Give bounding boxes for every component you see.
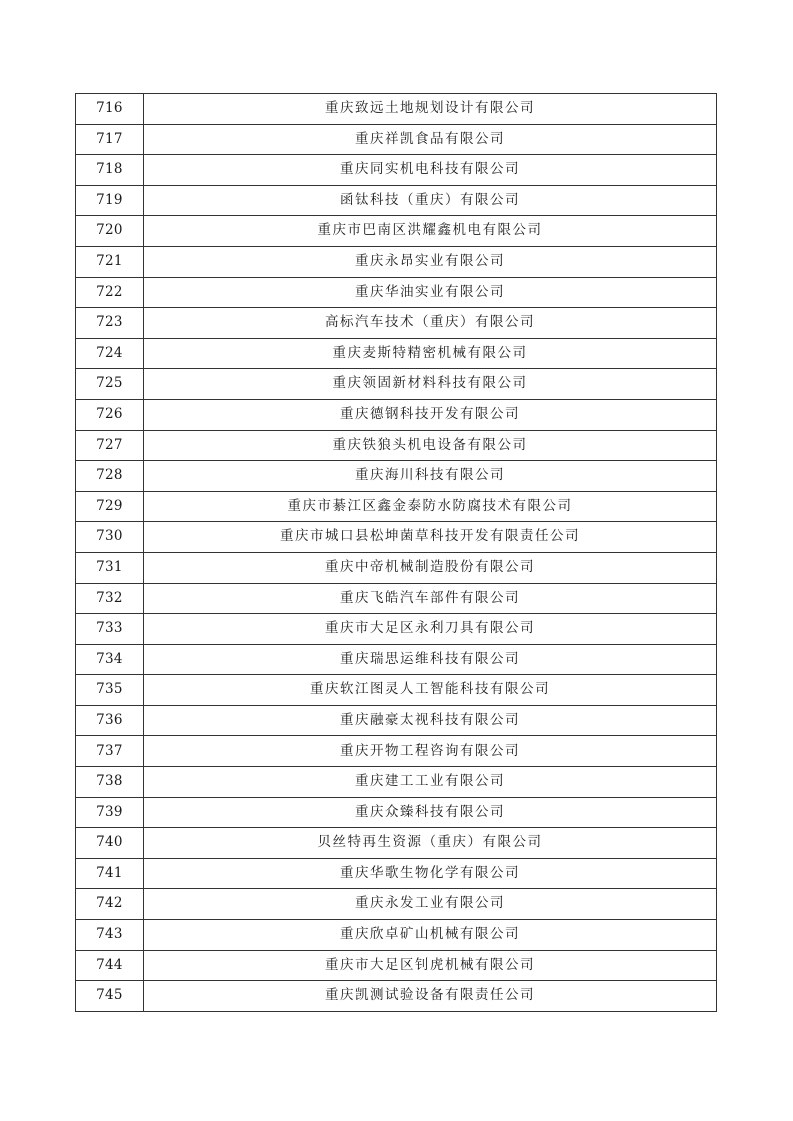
company-name-cell: 重庆开物工程咨询有限公司: [144, 736, 717, 767]
table-row: [76, 552, 717, 583]
table-row: [76, 308, 717, 339]
row-number-cell: 721: [76, 246, 144, 277]
table-row: [76, 675, 717, 706]
table-row: [76, 185, 717, 216]
company-name-cell: 重庆永发工业有限公司: [144, 889, 717, 920]
row-number-cell: 740: [76, 828, 144, 859]
table-row: [76, 828, 717, 859]
row-number-cell: 725: [76, 369, 144, 400]
row-number-cell: 744: [76, 950, 144, 981]
company-name-cell: 重庆众臻科技有限公司: [144, 797, 717, 828]
company-name-cell: 重庆致远土地规划设计有限公司: [144, 94, 717, 125]
table-row: [76, 950, 717, 981]
row-number-cell: 737: [76, 736, 144, 767]
row-number-cell: 724: [76, 338, 144, 369]
row-number-cell: 718: [76, 155, 144, 186]
company-name-cell: 重庆融豪太视科技有限公司: [144, 705, 717, 736]
company-name-cell: 重庆凯测试验设备有限责任公司: [144, 981, 717, 1012]
row-number-cell: 726: [76, 399, 144, 430]
company-name-cell: 重庆市大足区钊虎机械有限公司: [144, 950, 717, 981]
company-name-cell: 重庆麦斯特精密机械有限公司: [144, 338, 717, 369]
row-number-cell: 723: [76, 308, 144, 339]
table-row: [76, 705, 717, 736]
table-row: [76, 491, 717, 522]
row-number-cell: 720: [76, 216, 144, 247]
row-number-cell: 716: [76, 94, 144, 125]
table-row: [76, 797, 717, 828]
table-row: [76, 369, 717, 400]
company-name-cell: 高标汽车技术（重庆）有限公司: [144, 308, 717, 339]
company-name-cell: 函钛科技（重庆）有限公司: [144, 185, 717, 216]
row-number-cell: 727: [76, 430, 144, 461]
table-row: [76, 583, 717, 614]
table-row: [76, 889, 717, 920]
company-name-cell: 重庆同实机电科技有限公司: [144, 155, 717, 186]
table-row: [76, 614, 717, 645]
company-name-cell: 重庆华歌生物化学有限公司: [144, 858, 717, 889]
company-name-cell: 重庆市綦江区鑫金泰防水防腐技术有限公司: [144, 491, 717, 522]
row-number-cell: 743: [76, 920, 144, 951]
company-name-cell: 重庆领固新材料科技有限公司: [144, 369, 717, 400]
company-name-cell: 重庆市大足区永利刀具有限公司: [144, 614, 717, 645]
table-row: [76, 246, 717, 277]
row-number-cell: 719: [76, 185, 144, 216]
row-number-cell: 731: [76, 552, 144, 583]
company-name-cell: 重庆祥凯食品有限公司: [144, 124, 717, 155]
table-row: [76, 430, 717, 461]
company-name-cell: 重庆中帝机械制造股份有限公司: [144, 552, 717, 583]
company-name-cell: 重庆海川科技有限公司: [144, 461, 717, 492]
row-number-cell: 745: [76, 981, 144, 1012]
company-name-cell: 重庆德钢科技开发有限公司: [144, 399, 717, 430]
company-name-cell: 重庆永昂实业有限公司: [144, 246, 717, 277]
table-row: [76, 767, 717, 798]
table-row: [76, 94, 717, 125]
row-number-cell: 735: [76, 675, 144, 706]
row-number-cell: 728: [76, 461, 144, 492]
company-name-cell: 重庆欣卓矿山机械有限公司: [144, 920, 717, 951]
table-body: [76, 94, 717, 1012]
row-number-cell: 738: [76, 767, 144, 798]
table-row: [76, 124, 717, 155]
table-row: [76, 461, 717, 492]
table-row: [76, 155, 717, 186]
row-number-cell: 741: [76, 858, 144, 889]
row-number-cell: 717: [76, 124, 144, 155]
company-name-cell: 重庆市城口县松坤菌草科技开发有限责任公司: [144, 522, 717, 553]
company-list-table: [75, 93, 717, 1012]
row-number-cell: 732: [76, 583, 144, 614]
table-row: [76, 644, 717, 675]
table-row: [76, 920, 717, 951]
table-row: [76, 736, 717, 767]
table-row: [76, 216, 717, 247]
row-number-cell: 730: [76, 522, 144, 553]
row-number-cell: 739: [76, 797, 144, 828]
table-row: [76, 277, 717, 308]
row-number-cell: 733: [76, 614, 144, 645]
company-name-cell: 重庆飞皓汽车部件有限公司: [144, 583, 717, 614]
table-row: [76, 981, 717, 1012]
company-name-cell: 贝丝特再生资源（重庆）有限公司: [144, 828, 717, 859]
company-name-cell: 重庆铁狼头机电设备有限公司: [144, 430, 717, 461]
company-name-cell: 重庆软江图灵人工智能科技有限公司: [144, 675, 717, 706]
row-number-cell: 734: [76, 644, 144, 675]
table-row: [76, 522, 717, 553]
table-row: [76, 338, 717, 369]
row-number-cell: 729: [76, 491, 144, 522]
company-name-cell: 重庆华油实业有限公司: [144, 277, 717, 308]
company-name-cell: 重庆建工工业有限公司: [144, 767, 717, 798]
row-number-cell: 736: [76, 705, 144, 736]
row-number-cell: 742: [76, 889, 144, 920]
table-row: [76, 858, 717, 889]
company-name-cell: 重庆市巴南区洪耀鑫机电有限公司: [144, 216, 717, 247]
table-row: [76, 399, 717, 430]
row-number-cell: 722: [76, 277, 144, 308]
company-name-cell: 重庆瑞思运维科技有限公司: [144, 644, 717, 675]
